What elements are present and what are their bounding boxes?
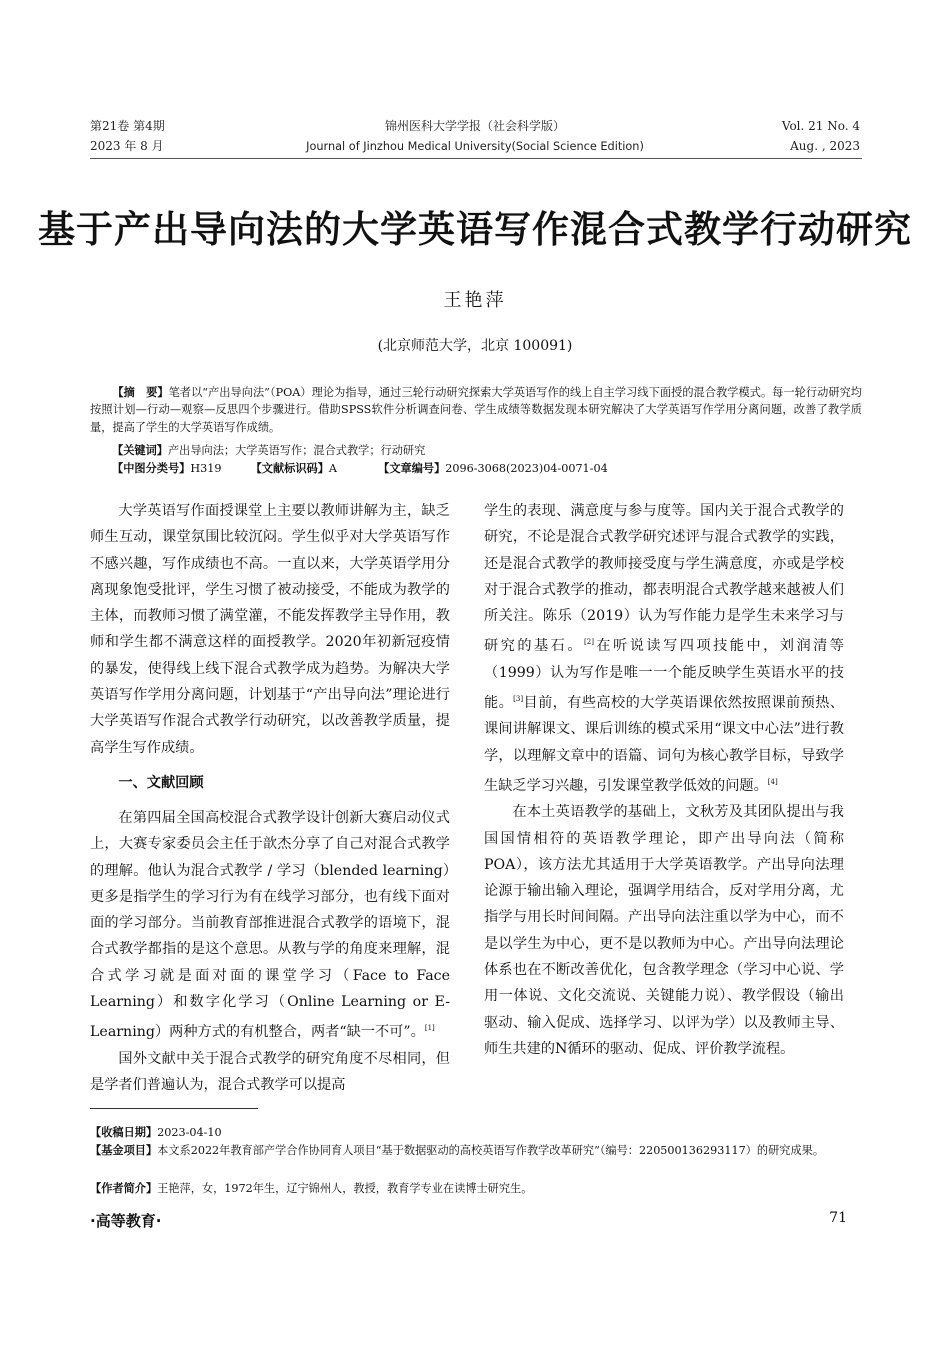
body-left-column	[90, 498, 450, 1098]
continued-text: 学生的表现、满意度与参与度等。国内关于混合式教学的研究，不论是混合式教学研究述评与混合式教学的实践，还是混合式教学的教师接受度与学生满意度，亦或是学校对于混合式教学的推动，都表明混合式教学越来越被人们所关注。陈乐（2019）认为写作能力是学生未来学习与研究的基石。	[484, 503, 844, 655]
keywords-text: 产出导向法；大学英语写作；混合式教学；行动研究	[167, 444, 426, 457]
abstract-label: 【摘 要】	[112, 385, 169, 399]
page-number: 71	[829, 1210, 847, 1226]
keywords	[90, 442, 425, 459]
paragraph-blended-definition	[90, 805, 450, 1046]
footnote-author	[90, 1180, 862, 1197]
article-no-value: 2096-3068(2023)04-0071-04	[445, 462, 608, 475]
header-date-en: Aug. , 2023	[790, 139, 860, 153]
section-label: ·高等教育·	[90, 1212, 162, 1230]
citation-4: [4]	[767, 777, 778, 786]
footnote-fund	[90, 1142, 862, 1159]
doc-code-label: 【文献标识码】	[250, 461, 329, 475]
paragraph-foreign-research	[90, 1046, 450, 1099]
abstract-text: 笔者以“产出导向法”（POA）理论为指导，通过三轮行动研究探索大学英语写作的线上自主学习线下面授的混合教学模式。每一轮行动研究均按照计划—行动—观察—反思四个步骤进行。借助SPSS软件分析调查问卷、学生成绩等数据发现本研究解决了大学英语写作学用分离问题，改善了教学质量，提高了学生的大学英语写作成绩。	[90, 386, 862, 434]
header-journal-cn: 锦州医科大学学报（社会科学版）	[384, 119, 565, 133]
fund-label: 【基金项目】	[90, 1143, 158, 1157]
doc-code-value: A	[328, 462, 337, 475]
classification	[90, 460, 608, 477]
header-journal-en: Journal of Jinzhou Medical University(Social Science Edition)	[306, 140, 644, 153]
continued-text-3: 目前，有些高校的大学英语课依然按照课前预热、课间讲解课文、课后训练的模式采用“课文中心法”进行教学，以理解文章中的语篇、词句为核心教学目标，导致学生缺乏学习兴趣，引发课堂教学低效的问题。	[484, 695, 844, 794]
citation-1: [1]	[424, 1024, 435, 1033]
abstract	[90, 384, 862, 436]
clc-value: H319	[190, 462, 222, 475]
footnote-rule	[90, 1108, 258, 1109]
continued-text-2: 在听说读写四项技能中，刘润清等（1999）认为写作是唯一一个能反映学生英语水平的技能。	[484, 638, 844, 712]
header-rule	[90, 158, 862, 159]
body-right-column	[484, 498, 844, 1062]
citation-2: [2]	[584, 638, 594, 647]
author-bio-label: 【作者简介】	[90, 1181, 158, 1195]
clc-label: 【中图分类号】	[112, 461, 191, 475]
citation-3: [3]	[513, 695, 524, 704]
received-value: 2023-04-10	[157, 1126, 222, 1139]
continued-paragraph	[484, 498, 844, 799]
article-title: 基于产出导向法的大学英语写作混合式教学行动研究	[38, 208, 912, 251]
header-date-cn: 2023 年 8 月	[90, 139, 164, 153]
keywords-label: 【关键词】	[112, 443, 168, 457]
footnote-received	[90, 1124, 862, 1141]
section-heading-literature-review: 一、文献回顾	[118, 774, 204, 791]
received-label: 【收稿日期】	[90, 1125, 158, 1139]
paragraph-blended-definition-text: 在第四届全国高校混合式教学设计创新大赛启动仪式上，大赛专家委员会主任于歆杰分享了自己对混合式教学的理解。他认为混合式教学 / 学习（blended learning）更多是指学生的学习行为有在线学习部分，也有线下面对面的学习部分。当前教育部推进混合式教学的语境下，混合式教学都指的是这个意思。从教与学的角度来理解，混合式学习就是面对面的课堂学习（Face to Face Learning）和数字化学习（Online Learning or E-Learning）两种方式的有机整合，两者“缺一不可”。	[90, 809, 450, 1041]
author-affiliation: (北京师范大学，北京 100091)	[377, 338, 573, 354]
paragraph-foreign-research-text: 国外文献中关于混合式教学的研究角度不尽相同，但是学者们普遍认为，混合式教学可以提高	[90, 1050, 450, 1093]
paragraph-poa: 在本土英语教学的基础上，文秋芳及其团队提出与我国国情相符的英语教学理论，即产出导向法（简称POA），该方法尤其适用于大学英语教学。产出导向法理论源于输出输入理论，强调学用结合，反对学用分离，尤指学与用长时间间隔。产出导向法注重以学为中心，而不是以学生为中心，更不是以教师为中心。产出导向法理论体系也在不断改善优化，包含教学理念（学习中心说、学用一体说、文化交流说、关键能力说）、教学假设（输出驱动、输入促成、选择学习、以评为学）以及教师主导、师生共建的N循环的驱动、促成、评价教学流程。	[484, 804, 844, 1057]
article-no-label: 【文章编号】	[378, 461, 446, 475]
header-volume-cn: 第21卷 第4期	[90, 119, 165, 133]
header-volume-en: Vol. 21 No. 4	[781, 119, 860, 133]
article-author: 王艳萍	[443, 290, 507, 311]
fund-value: 本文系2022年教育部产学合作协同育人项目“基于数据驱动的高校英语写作教学改革研究”（编号：220500136293117）的研究成果。	[157, 1144, 825, 1157]
author-bio-value: 王艳萍，女，1972年生，辽宁锦州人，教授，教育学专业在读博士研究生。	[157, 1182, 533, 1195]
paragraph-intro: 大学英语写作面授课堂上主要以教师讲解为主，缺乏师生互动，课堂氛围比较沉闷。学生似乎对大学英语写作不感兴趣，写作成绩也不高。一直以来，大学英语学用分离现象饱受批评，学生习惯了被动接受，不能成为教学的主体，而教师习惯了满堂灌，不能发挥教学主导作用，教师和学生都不满意这样的面授教学。2020年初新冠疫情的暴发，使得线上线下混合式教学成为趋势。为解决大学英语写作学用分离问题，计划基于“产出导向法”理论进行大学英语写作混合式教学行动研究，以改善教学质量，提高学生写作成绩。	[90, 503, 450, 756]
